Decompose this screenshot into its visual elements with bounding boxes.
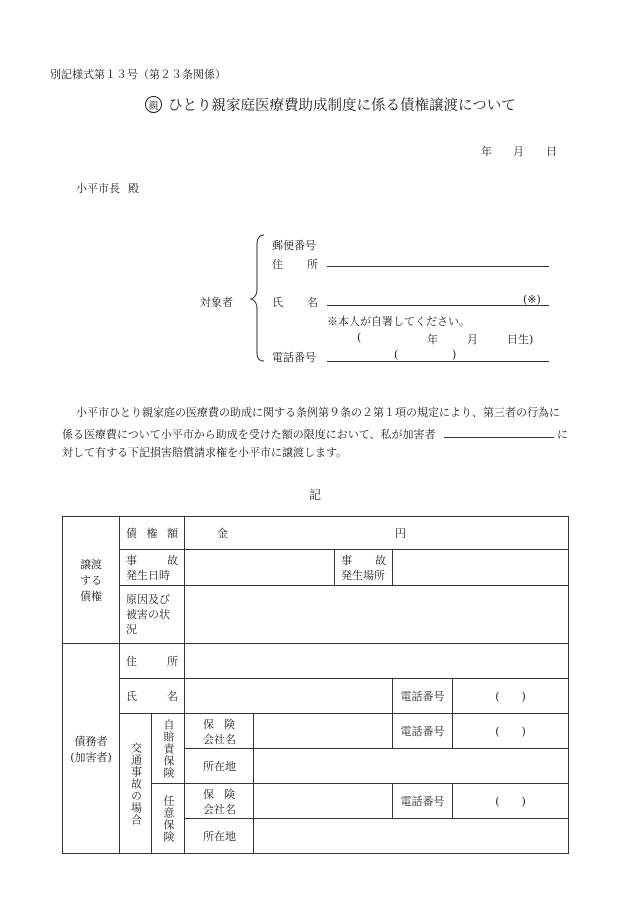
subject-phone-label: 電話番号 xyxy=(272,351,316,364)
compulsory-phone-field[interactable]: ( ) xyxy=(453,714,569,749)
voluntary-insurer-field[interactable] xyxy=(254,784,393,819)
claim-amount-label: 債 権 額 xyxy=(120,517,185,550)
accident-datetime-field[interactable] xyxy=(185,550,335,586)
compulsory-phone-label: 電話番号 xyxy=(393,714,453,749)
subject-address-label-a: 住 xyxy=(272,258,283,271)
subject-label: 対象者 xyxy=(200,296,233,309)
claim-table xyxy=(62,516,569,854)
transfer-claim-header: 譲渡 する 債権 xyxy=(63,517,120,644)
yen-label: 円 xyxy=(395,527,407,540)
phone-close: ) xyxy=(452,348,457,361)
subject-name-field[interactable] xyxy=(327,305,549,306)
birth-open: ( xyxy=(357,331,362,344)
addressee: 小平市長 xyxy=(76,182,120,195)
subject-name-label-b: 名 xyxy=(307,296,318,309)
cause-label: 原因及び 被害の状況 xyxy=(120,586,185,644)
birth-year-label: 年 xyxy=(427,333,438,346)
title-text: ひとり親家庭医療費助成制度に係る債権譲渡について xyxy=(168,98,516,114)
date-year-label: 年 xyxy=(481,145,492,158)
debtor-phone-field[interactable]: ( ) xyxy=(453,679,569,714)
body-line-2: 係る医療費について小平市から助成を受けた額の限度において、私が加害者 xyxy=(62,428,436,441)
voluntary-location-label: 所在地 xyxy=(185,819,254,854)
seal-mark: (※) xyxy=(523,293,541,306)
postal-label: 郵便番号 xyxy=(272,239,316,252)
date-day-label: 日 xyxy=(546,145,557,158)
body-line-3: 対して有する下記損害賠償請求権を小平市に譲渡します。 xyxy=(62,446,348,459)
accident-place-label: 事 故 発生場所 xyxy=(335,550,393,586)
traffic-accident-label: 交通事故の場合 xyxy=(120,714,152,854)
form-number: 別記様式第１３号（第２３条関係） xyxy=(50,68,226,81)
compulsory-insurer-field[interactable] xyxy=(254,714,393,749)
perpetrator-field[interactable] xyxy=(444,437,554,438)
compulsory-location-field[interactable] xyxy=(254,749,569,784)
birth-day-label: 日生) xyxy=(507,333,534,346)
claim-amount-field[interactable] xyxy=(185,517,569,550)
subject-phone-field[interactable] xyxy=(327,361,549,362)
phone-open: ( xyxy=(394,348,399,361)
document-title xyxy=(145,94,516,115)
accident-datetime-label: 事 故 発生日時 xyxy=(120,550,185,586)
compulsory-insurer-label: 保 険 会社名 xyxy=(185,714,254,749)
compulsory-insurance-label: 自賠責保険 xyxy=(152,714,185,784)
voluntary-phone-label: 電話番号 xyxy=(393,784,453,819)
signature-note: ※本人が自署してください。 xyxy=(327,315,470,328)
kin-label: 金 xyxy=(217,527,228,540)
ki-heading: 記 xyxy=(309,488,322,502)
debtor-header: 債務者 (加害者) xyxy=(63,644,120,854)
birth-month-label: 月 xyxy=(467,333,478,346)
compulsory-location-label: 所在地 xyxy=(185,749,254,784)
voluntary-insurer-label: 保 険 会社名 xyxy=(185,784,254,819)
accident-place-field[interactable] xyxy=(393,550,569,586)
body-line-2-end: に xyxy=(557,428,568,441)
voluntary-insurance-label: 任意保険 xyxy=(152,784,185,854)
debtor-name-field[interactable] xyxy=(185,679,393,714)
date-month-label: 月 xyxy=(513,145,524,158)
body-line-1: 小平市ひとり親家庭の医療費の助成に関する条例第９条の２第１項の規定により、第三者の行為に xyxy=(76,406,560,419)
circled-mark: 親 xyxy=(145,96,162,113)
subject-address-field[interactable] xyxy=(327,266,549,267)
subject-name-label-a: 氏 xyxy=(272,296,283,309)
debtor-phone-label: 電話番号 xyxy=(393,679,453,714)
debtor-name-label: 氏 名 xyxy=(120,679,185,714)
subject-address-label-b: 所 xyxy=(307,258,318,271)
debtor-address-label: 住 所 xyxy=(120,644,185,679)
debtor-address-field[interactable] xyxy=(185,644,569,679)
voluntary-location-field[interactable] xyxy=(254,819,569,854)
honorific: 殿 xyxy=(128,182,139,195)
brace-icon xyxy=(250,233,266,363)
cause-field[interactable] xyxy=(185,586,569,644)
voluntary-phone-field[interactable]: ( ) xyxy=(453,784,569,819)
